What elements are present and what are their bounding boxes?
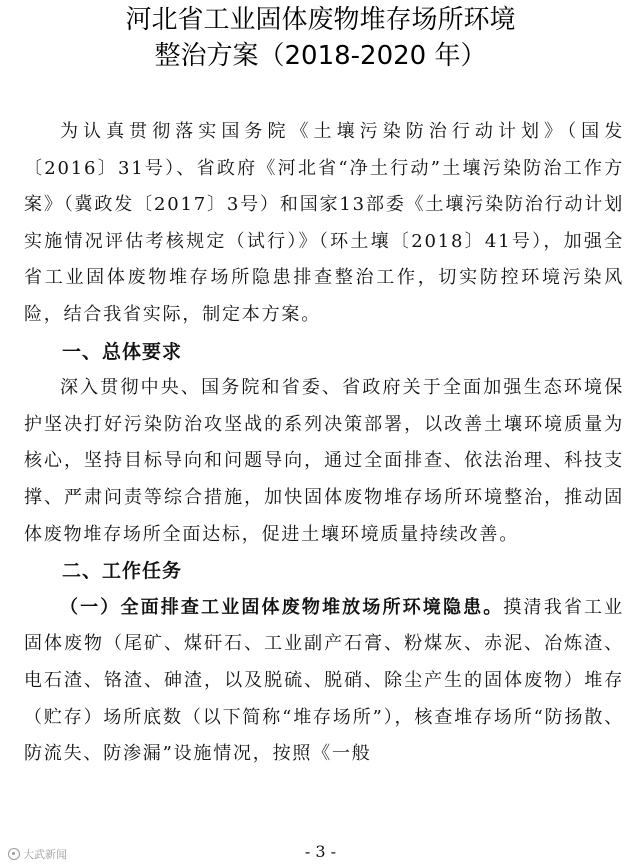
document-body (24, 114, 624, 773)
task-1-paragraph (24, 590, 624, 773)
task-1-heading: （一）全面排查工业固体废物堆放场所环境隐患。 (60, 596, 504, 618)
title-line-2: 整治方案（2018-2020 年） (154, 41, 487, 71)
document-page (0, 2, 641, 861)
watermark-text: 大武新闻 (23, 848, 67, 861)
page-number: - 3 - (304, 842, 337, 861)
section-1-paragraph: 深入贯彻中央、国务院和省委、省政府关于全面加强生态环境保护坚决打好污染防治攻坚战的系列决策部署，以改善土壤环境质量为核心，坚持目标导向和问题导向，通过全面排查、依法治理、科技支撑、严肃问责等综合措施，加快固体废物堆存场所环境整治，推动固体废物堆存场所全面达标，促进土壤环境质量持续改善。 (24, 377, 624, 545)
section-2-heading: 二、工作任务 (62, 560, 183, 583)
title-line-1: 河北省工业固体废物堆存场所环境 (125, 5, 516, 35)
section-1-heading: 一、总体要求 (62, 340, 183, 363)
task-1-text: 摸清我省工业固体废物（尾矿、煤矸石、工业副产石膏、粉煤灰、赤泥、冶炼渣、电石渣、铬渣、砷渣，以及脱硫、脱硝、除尘产生的固体废物）堆存（贮存）场所底数（以下简称“堆存场所”），核查堆存场所“防扬散、防流失、防渗漏”设施情况，按照《一般 (24, 596, 624, 765)
intro-paragraph: 为认真贯彻落实国务院《土壤污染防治行动计划》（国发〔2016〕31号）、省政府《河北省“净土行动”土壤污染防治工作方案》（冀政发〔2017〕3号）和国家13部委《土壤污染防治行动计划实施情况评估考核规定（试行）》（环土壤〔2018〕41号），加强全省工业固体废物堆存场所隐患排查整治工作，切实防控环境污染风险，结合我省实际，制定本方案。 (24, 121, 624, 325)
document-title (0, 2, 641, 74)
